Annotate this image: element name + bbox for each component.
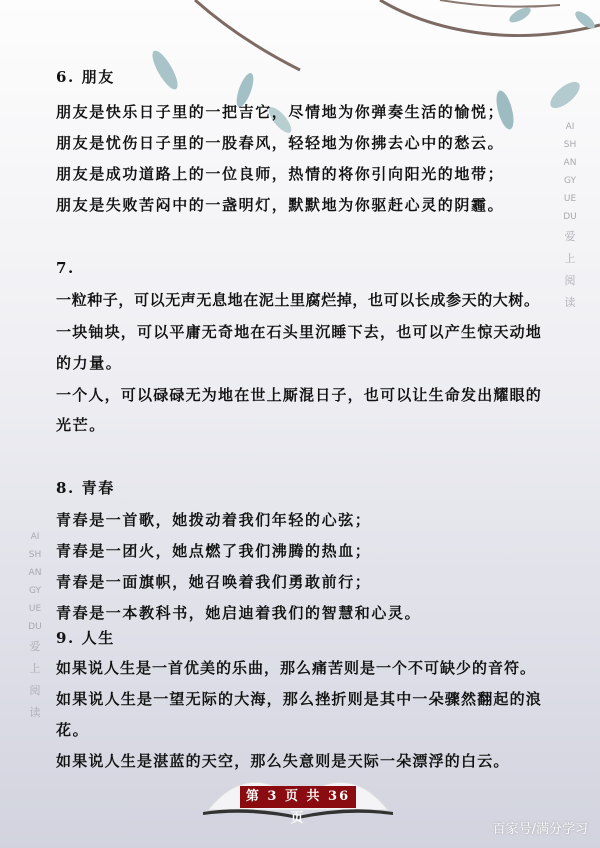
text-line: 朋友是忧伤日子里的一股春风，轻轻地为你拂去心中的愁云。: [56, 134, 505, 152]
section-heading: 6. 朋友: [56, 68, 115, 86]
text-line: 花。: [56, 721, 90, 739]
text-line: 青春是一团火，她点燃了我们沸腾的热血；: [56, 542, 372, 560]
text-line: 如果说人生是一首优美的乐曲，那么痛苦则是一个不可缺少的音符。: [56, 659, 537, 677]
text-line: 一个人，可以碌碌无为地在世上厮混日子，也可以让生命发出耀眼的: [56, 386, 543, 404]
side-watermark-left: [28, 528, 42, 724]
text-line: 朋友是快乐日子里的一把吉它，尽情地为你弹奏生活的愉悦；: [56, 103, 505, 121]
text-line: 朋友是失败苦闷中的一盏明灯，默默地为你驱赶心灵的阴霾。: [56, 196, 505, 214]
section-heading: 9. 人生: [56, 629, 115, 647]
text-line: 如果说人生是湛蓝的天空，那么失意则是天际一朵漂浮的白云。: [56, 752, 510, 770]
text-line: 一粒种子，可以无声无息地在泥土里腐烂掉，也可以长成参天的大树。: [56, 291, 540, 309]
text-line: 一块铀块，可以平庸无奇地在石头里沉睡下去，也可以产生惊天动地: [56, 323, 543, 341]
watermark-latin: AISHANGYUEDU: [28, 532, 42, 632]
page-indicator: 第 3 页 共 36 页: [240, 786, 356, 808]
text-line: 光芒。: [56, 416, 106, 434]
text-line: 青春是一面旗帜，她召唤着我们勇敢前行；: [56, 573, 372, 591]
text-line: 朋友是成功道路上的一位良师，热情的将你引向阳光的地带；: [56, 165, 505, 183]
watermark-chinese: 爱上阅读: [29, 640, 41, 719]
text-line: 青春是一本教科书，她启迪着我们的智慧和心灵。: [56, 604, 422, 622]
watermark-chinese: 爱上阅读: [564, 230, 576, 309]
text-line: 如果说人生是一望无际的大海，那么挫折则是其中一朵骤然翻起的浪: [56, 690, 543, 708]
section-heading: 7.: [56, 259, 75, 277]
watermark-latin: AISHANGYUEDU: [563, 122, 577, 222]
text-line: 的力量。: [56, 354, 123, 372]
section-heading: 8. 青春: [56, 479, 115, 497]
text-line: 青春是一首歌，她拨动着我们年轻的心弦；: [56, 511, 372, 529]
source-watermark: 百家号/满分学习: [492, 822, 588, 837]
side-watermark-right: [563, 118, 577, 314]
